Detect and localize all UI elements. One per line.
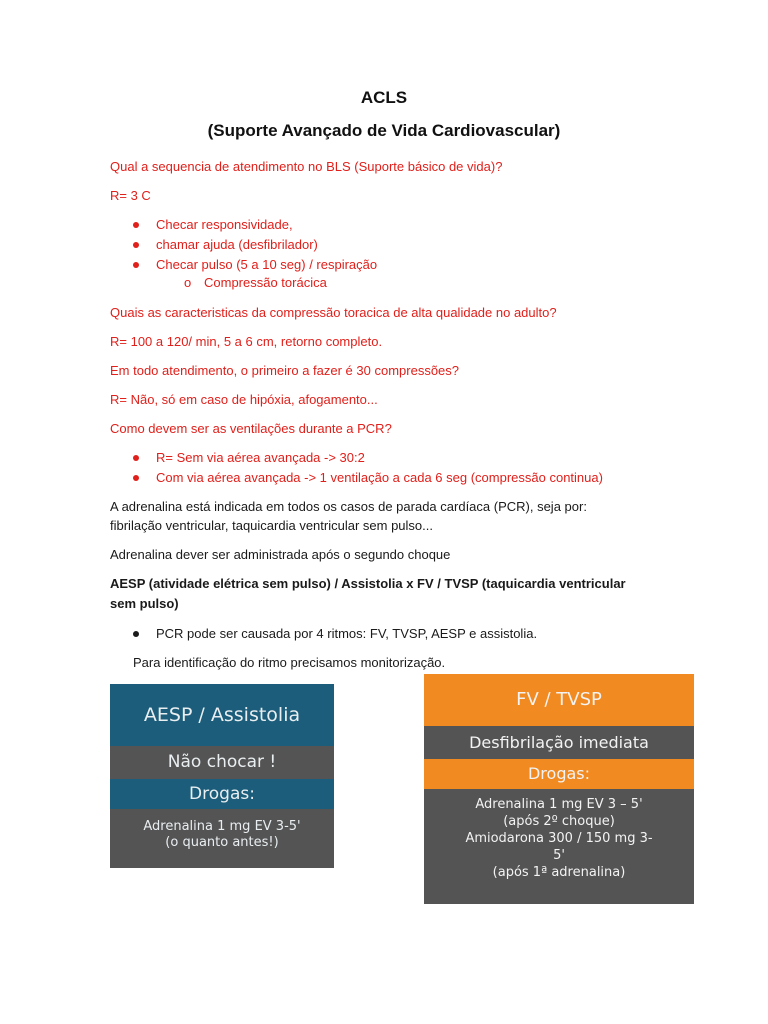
list-item: PCR pode ser causada por 4 ritmos: FV, TVSP, AESP e assistolia. [110, 626, 670, 646]
bullet-icon [133, 242, 139, 248]
bullet-icon [133, 262, 139, 268]
doc-subtitle: (Suporte Avançado de Vida Cardiovascular) [207, 121, 561, 140]
bls-sub-item: o Compressão torácica [184, 275, 327, 290]
card-drugs-label: Drogas: [110, 779, 334, 809]
question-first-action: Em todo atendimento, o primeiro a fazer é 30 compressões? [110, 363, 460, 378]
heading-rhythms-line2: sem pulso) [110, 596, 179, 611]
paragraph-monitoring: Para identificação do ritmo precisamos monitorização. [133, 655, 446, 670]
bullet-icon [133, 455, 139, 461]
card-shock-instruction: Desfibrilação imediata [424, 726, 694, 759]
card-drug-details: Adrenalina 1 mg EV 3 – 5' (após 2º choque) Amiodarona 300 / 150 mg 3- 5' (após 1ª adrenalina) [424, 789, 694, 904]
ventilation-list [110, 450, 670, 490]
aesp-assistolia-card [110, 684, 334, 868]
paragraph-adrenaline-line2: fibrilação ventricular, taquicardia ventricular sem pulso... [110, 518, 433, 533]
question-bls: Qual a sequencia de atendimento no BLS (Suporte básico de vida)? [110, 159, 503, 174]
answer-bls: R= 3 C [110, 188, 151, 203]
answer-compression: R= 100 a 120/ min, 5 a 6 cm, retorno completo. [110, 334, 383, 349]
card-header: AESP / Assistolia [110, 684, 334, 746]
bls-list [110, 217, 670, 277]
answer-first-action: R= Não, só em caso de hipóxia, afogamento... [110, 392, 378, 407]
list-item: Checar pulso (5 a 10 seg) / respiração [110, 257, 670, 277]
list-item: Checar responsividade, [110, 217, 670, 237]
doc-title: ACLS [360, 88, 408, 107]
card-drug-details: Adrenalina 1 mg EV 3-5' (o quanto antes!) [110, 809, 334, 868]
card-shock-instruction: Não chocar ! [110, 746, 334, 779]
list-item: R= Sem via aérea avançada -> 30:2 [110, 450, 670, 470]
paragraph-adrenaline-line1: A adrenalina está indicada em todos os casos de parada cardíaca (PCR), seja por: [110, 499, 587, 514]
bullet-icon [133, 222, 139, 228]
question-compression: Quais as caracteristicas da compressão toracica de alta qualidade no adulto? [110, 305, 557, 320]
card-drugs-label: Drogas: [424, 759, 694, 789]
paragraph-second-shock: Adrenalina dever ser administrada após o segundo choque [110, 547, 451, 562]
bullet-icon [133, 475, 139, 481]
list-item: Com via aérea avançada -> 1 ventilação a cada 6 seg (compressão continua) [110, 470, 670, 490]
list-item: chamar ajuda (desfibrilador) [110, 237, 670, 257]
bullet-icon [133, 631, 139, 637]
card-header: FV / TVSP [424, 674, 694, 726]
question-ventilation: Como devem ser as ventilações durante a PCR? [110, 421, 392, 436]
heading-rhythms-line1: AESP (atividade elétrica sem pulso) / Assistolia x FV / TVSP (taquicardia ventricular [110, 576, 626, 591]
rhythm-list [110, 626, 670, 646]
sub-bullet-icon: o [184, 275, 192, 290]
fv-tvsp-card [424, 674, 694, 904]
